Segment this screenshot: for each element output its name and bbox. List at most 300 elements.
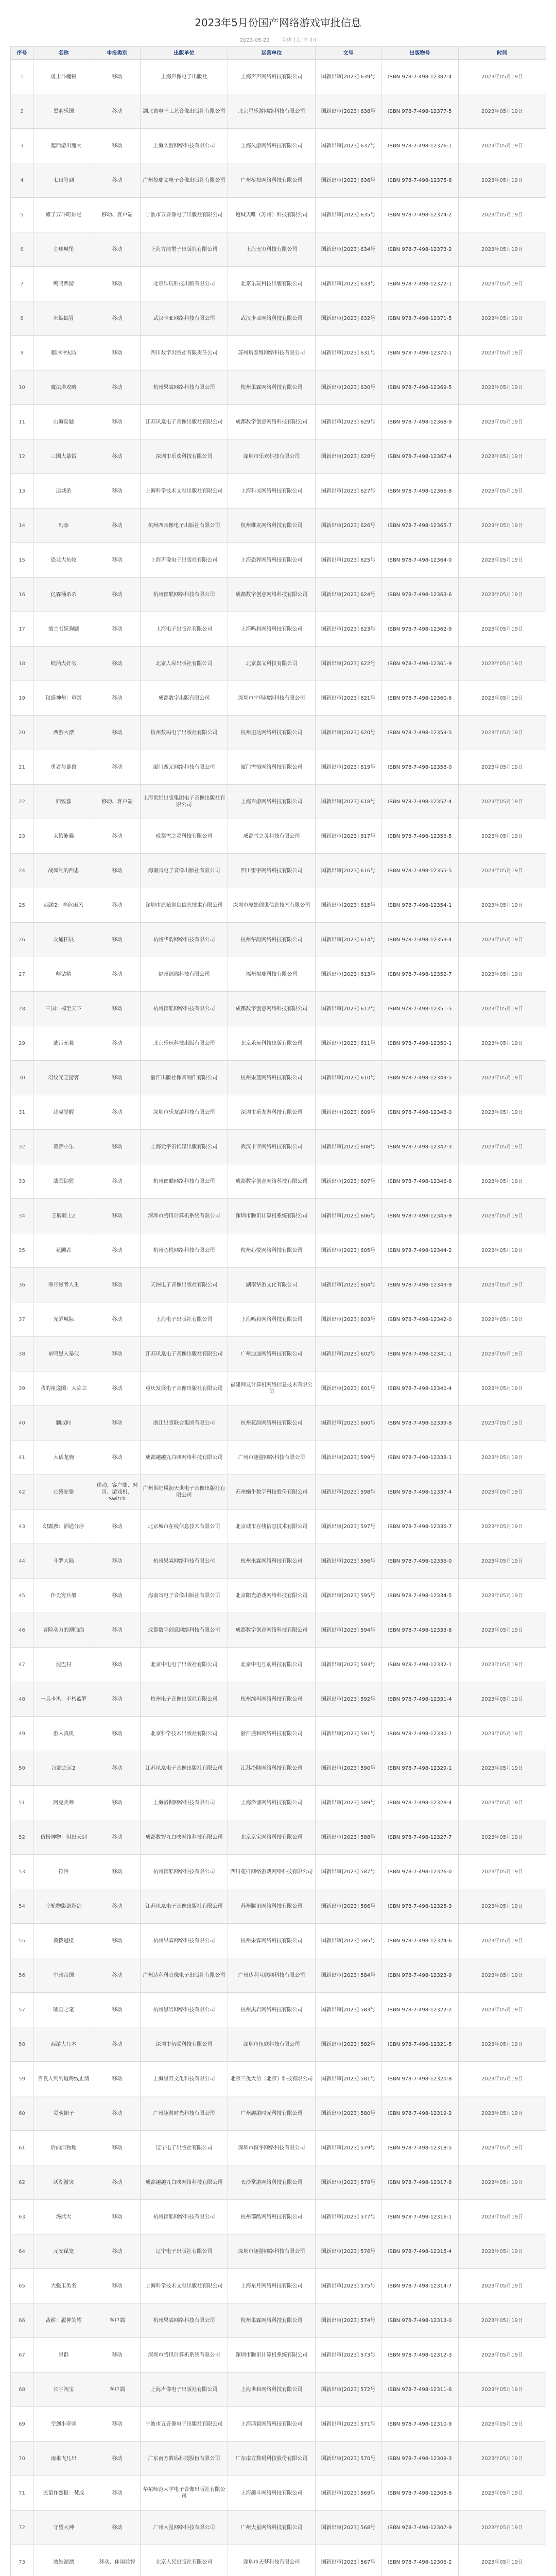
cell-operator: 苏州蜗牛数字科技股份有限公司 [228, 1475, 316, 1510]
table-row [11, 198, 546, 232]
cell-category: 移动 [94, 439, 141, 474]
cell-name: 泥巴村 [33, 1648, 94, 1682]
cell-date: 2023年05月19日 [459, 2407, 546, 2442]
cell-publisher: 上海电子出版社有限公司 [141, 612, 228, 647]
cell-date: 2023年05月19日 [459, 543, 546, 578]
cell-name: 符冷 [33, 1855, 94, 1889]
cell-approval-number: 国新出审[2023] 621号 [316, 681, 381, 716]
cell-date: 2023年05月19日 [459, 1958, 546, 1993]
cell-category: 移动 [94, 2338, 141, 2372]
cell-category: 移动 [94, 1026, 141, 1061]
cell-seq: 21 [11, 750, 33, 785]
cell-category: 移动 [94, 1993, 141, 2027]
cell-publisher: 辽宁电子出版社有限公司 [141, 2131, 228, 2165]
cell-approval-number: 国新出审[2023] 576号 [316, 2234, 381, 2269]
cell-name: 七日签到 [33, 163, 94, 198]
cell-approval-number: 国新出审[2023] 570号 [316, 2442, 381, 2476]
cell-publisher: 海南省电子音像出版社有限公司 [141, 854, 228, 888]
cell-seq: 4 [11, 163, 33, 198]
table-row [11, 1440, 546, 1475]
cell-name: 勇士斗魔锐 [33, 60, 94, 94]
cell-isbn: ISBN 978-7-498-12332-1 [381, 1648, 459, 1682]
table-row [11, 1958, 546, 1993]
cell-date: 2023年05月19日 [459, 1993, 546, 2027]
cell-date: 2023年05月19日 [459, 819, 546, 854]
cell-seq: 63 [11, 2200, 33, 2234]
cell-name: 战国御猩 [33, 1164, 94, 1199]
cell-category: 移动 [94, 2442, 141, 2476]
cell-name: 斗罗大陆 [33, 1544, 94, 1579]
cell-publisher: 杭州郡酷网络科技有限公司 [141, 1164, 228, 1199]
cell-name: 守望大神 [33, 2511, 94, 2545]
cell-approval-number: 国新出审[2023] 620号 [316, 716, 381, 750]
table-row [11, 1786, 546, 1820]
cell-isbn: ISBN 978-7-498-12355-5 [381, 854, 459, 888]
cell-name: 星群 [33, 2338, 94, 2372]
cell-isbn: ISBN 978-7-498-12342-0 [381, 1302, 459, 1337]
cell-isbn: ISBN 978-7-498-12360-6 [381, 681, 459, 716]
cell-publisher: 北京乐玩科技出版有限公司 [141, 1026, 228, 1061]
cell-category: 移动 [94, 2407, 141, 2442]
cell-operator: 上海星月网络科技有限公司 [228, 2269, 316, 2303]
article-meta [0, 37, 556, 44]
cell-date: 2023年05月19日 [459, 1061, 546, 1095]
cell-isbn: ISBN 978-7-498-12376-1 [381, 129, 459, 163]
cell-approval-number: 国新出审[2023] 571号 [316, 2407, 381, 2442]
cell-publisher: 上海洛伽网络科技有限公司 [141, 1786, 228, 1820]
cell-date: 2023年05月19日 [459, 1302, 546, 1337]
cell-operator: 广州达利互联网科技有限公司 [228, 1958, 316, 1993]
cell-category: 移动 [94, 1682, 141, 1717]
cell-operator: 杭州华韵网络科技有限公司 [228, 923, 316, 957]
cell-approval-number: 国新出审[2023] 592号 [316, 1682, 381, 1717]
cell-publisher: 广东南方数码科技股份有限公司 [141, 2442, 228, 2476]
cell-category: 移动 [94, 1855, 141, 1889]
cell-publisher: 深圳市腾讯计算机系统有限公司 [141, 1199, 228, 1233]
cell-operator: 长沙掌游网络科技有限公司 [228, 2165, 316, 2200]
cell-name: 后向浩物地 [33, 2131, 94, 2165]
cell-approval-number: 国新出审[2023] 574号 [316, 2303, 381, 2338]
cell-operator: 深圳市原始创世信息技术有限公司 [228, 888, 316, 923]
cell-date: 2023年05月19日 [459, 474, 546, 509]
cell-name: 运城杀 [33, 474, 94, 509]
cell-approval-number: 国新出审[2023] 613号 [316, 957, 381, 992]
cell-isbn: ISBN 978-7-498-12315-4 [381, 2234, 459, 2269]
cell-category: 移动 [94, 1095, 141, 1130]
cell-publisher: 杭州心悦网络科技有限公司 [141, 1233, 228, 1268]
cell-seq: 48 [11, 1682, 33, 1717]
cell-seq: 13 [11, 474, 33, 509]
table-row [11, 612, 546, 647]
cell-operator: 深圳市腾讯计算机系统有限公司 [228, 1199, 316, 1233]
cell-isbn: ISBN 978-7-498-12313-0 [381, 2303, 459, 2338]
cell-publisher: 上海科学技术文献出版社有限公司 [141, 474, 228, 509]
cell-publisher: 重庆发展电子音像出版社有限公司 [141, 1371, 228, 1406]
cell-date: 2023年05月19日 [459, 1371, 546, 1406]
cell-seq: 73 [11, 2545, 33, 2576]
cell-operator: 苏州腾讯网络科技有限公司 [228, 1889, 316, 1924]
cell-publisher: 杭州果霖网络科技有限公司 [141, 2303, 228, 2338]
table-row [11, 370, 546, 405]
cell-date: 2023年05月19日 [459, 854, 546, 888]
cell-approval-number: 国新出审[2023] 611号 [316, 1026, 381, 1061]
cell-seq: 16 [11, 578, 33, 612]
cell-operator: 杭州果霖网络科技有限公司 [228, 1544, 316, 1579]
cell-seq: 55 [11, 1924, 33, 1958]
cell-isbn: ISBN 978-7-498-12307-9 [381, 2511, 459, 2545]
cell-name: 米蝙蝠冒 [33, 301, 94, 336]
cell-seq: 39 [11, 1371, 33, 1406]
cell-name: 百良人列列道两线止清 [33, 2062, 94, 2096]
cell-category: 移动 [94, 336, 141, 370]
cell-category: 移动 [94, 2062, 141, 2096]
cell-publisher: 深圳市伍联科技有限公司 [141, 2027, 228, 2062]
cell-date: 2023年05月19日 [459, 1613, 546, 1648]
cell-seq: 10 [11, 370, 33, 405]
cell-isbn: ISBN 978-7-498-12368-9 [381, 405, 459, 439]
cell-category: 移动 [94, 232, 141, 267]
cell-date: 2023年05月19日 [459, 2303, 546, 2338]
cell-operator: 厦门雪悟网络科技有限公司 [228, 750, 316, 785]
cell-category: 移动 [94, 1268, 141, 1302]
cell-operator: 成都数字创意网络科技有限公司 [228, 992, 316, 1026]
cell-publisher: 深圳市腾讯计算机系统有限公司 [141, 2338, 228, 2372]
cell-operator: 杭州果霖网络科技有限公司 [228, 1924, 316, 1958]
table-row [11, 2476, 546, 2511]
cell-approval-number: 国新出审[2023] 617号 [316, 819, 381, 854]
cell-category: 移动 [94, 2027, 141, 2062]
table-row [11, 957, 546, 992]
cell-publisher: 上海世纪出版集团电子音像出版社有限公司 [141, 785, 228, 819]
table-row [11, 1130, 546, 1164]
cell-category: 移动 [94, 1958, 141, 1993]
cell-approval-number: 国新出审[2023] 606号 [316, 1199, 381, 1233]
cell-publisher: 广州世纪风润天世电子音像出版社有限公司 [141, 1475, 228, 1510]
cell-publisher: 杭州电子音像出版社有限公司 [141, 1682, 228, 1717]
table-row [11, 2372, 546, 2407]
cell-seq: 27 [11, 957, 33, 992]
cell-publisher: 厦门西元网络科技有限公司 [141, 750, 228, 785]
cell-date: 2023年05月19日 [459, 2096, 546, 2131]
cell-seq: 72 [11, 2511, 33, 2545]
table-row [11, 1302, 546, 1337]
header-publisher: 出版单位 [141, 47, 228, 60]
cell-date: 2023年05月19日 [459, 1440, 546, 1475]
cell-isbn: ISBN 978-7-498-12356-5 [381, 819, 459, 854]
cell-date: 2023年05月19日 [459, 1579, 546, 1613]
cell-seq: 24 [11, 854, 33, 888]
cell-date: 2023年05月19日 [459, 267, 546, 301]
cell-publisher: 福州福瑞科技有限公司 [141, 957, 228, 992]
cell-seq: 15 [11, 543, 33, 578]
cell-operator: 杭州心悦网络科技有限公司 [228, 1233, 316, 1268]
cell-name: 沃湖激突 [33, 2165, 94, 2200]
table-row [11, 1682, 546, 1717]
cell-isbn: ISBN 978-7-498-12352-7 [381, 957, 459, 992]
cell-seq: 42 [11, 1475, 33, 1510]
cell-approval-number: 国新出审[2023] 590号 [316, 1751, 381, 1786]
cell-operator: 成都数字创意网络科技有限公司 [228, 405, 316, 439]
cell-category: 移动 [94, 1337, 141, 1371]
cell-publisher: 杭州数码电子出版社有限公司 [141, 716, 228, 750]
cell-operator: 上海鸣和网络科技有限公司 [228, 612, 316, 647]
cell-category: 移动 [94, 750, 141, 785]
table-row [11, 1751, 546, 1786]
cell-approval-number: 国新出审[2023] 596号 [316, 1544, 381, 1579]
cell-approval-number: 国新出审[2023] 623号 [316, 612, 381, 647]
cell-name: 三国：掉至天下 [33, 992, 94, 1026]
cell-isbn: ISBN 978-7-498-12334-5 [381, 1579, 459, 1613]
cell-date: 2023年05月19日 [459, 336, 546, 370]
cell-publisher: 北京乐玩科技出版有限公司 [141, 267, 228, 301]
cell-seq: 8 [11, 301, 33, 336]
cell-operator: 北京城市在线信息技术有限公司 [228, 1510, 316, 1544]
cell-seq: 5 [11, 198, 33, 232]
cell-approval-number: 国新出审[2023] 584号 [316, 1958, 381, 1993]
cell-date: 2023年05月19日 [459, 612, 546, 647]
cell-seq: 45 [11, 1579, 33, 1613]
cell-category: 移动 [94, 1440, 141, 1475]
cell-category: 移动 [94, 1371, 141, 1406]
cell-isbn: ISBN 978-7-498-12306-2 [381, 2545, 459, 2576]
cell-name: 制成时 [33, 1406, 94, 1440]
cell-operator: 上海世和网络科技有限公司 [228, 2372, 316, 2407]
cell-operator: 深圳市伍联科技有限公司 [228, 2027, 316, 2062]
cell-category: 移动 [94, 1717, 141, 1751]
cell-approval-number: 国新出审[2023] 597号 [316, 1510, 381, 1544]
cell-publisher: 广州大星网络科技有限公司 [141, 2511, 228, 2545]
table-row [11, 1199, 546, 1233]
cell-approval-number: 国新出审[2023] 612号 [316, 992, 381, 1026]
cell-publisher: 江苏凤凰电子音像出版社有限公司 [141, 1889, 228, 1924]
cell-name: 雨来飞几出 [33, 2442, 94, 2476]
cell-publisher: 四川数字出版社有限责任公司 [141, 336, 228, 370]
table-row [11, 1026, 546, 1061]
cell-name: 擅兰书妖狗题 [33, 612, 94, 647]
cell-name: 元安谋笼 [33, 2234, 94, 2269]
cell-isbn: ISBN 978-7-498-12333-8 [381, 1613, 459, 1648]
cell-publisher: 上海方龍電子出版社有限公司 [141, 232, 228, 267]
cell-date: 2023年05月19日 [459, 1026, 546, 1061]
cell-category: 移动 [94, 1648, 141, 1682]
cell-seq: 65 [11, 2269, 33, 2303]
cell-category: 移动 [94, 1544, 141, 1579]
cell-date: 2023年05月19日 [459, 2269, 546, 2303]
table-row [11, 301, 546, 336]
cell-date: 2023年05月19日 [459, 750, 546, 785]
cell-approval-number: 国新出审[2023] 587号 [316, 1855, 381, 1889]
cell-publisher: 杭州郡酷网络科技有限公司 [141, 992, 228, 1026]
cell-name: 中州帝国 [33, 1958, 94, 1993]
cell-approval-number: 国新出审[2023] 635号 [316, 198, 381, 232]
cell-category: 移动 [94, 854, 141, 888]
cell-isbn: ISBN 978-7-498-12320-8 [381, 2062, 459, 2096]
cell-seq: 69 [11, 2407, 33, 2442]
cell-approval-number: 国新出审[2023] 626号 [316, 509, 381, 543]
header-date: 时间 [459, 47, 546, 60]
table-row [11, 2200, 546, 2234]
cell-operator: 北京三优大信（北京）科技有限公司 [228, 2062, 316, 2096]
cell-date: 2023年05月19日 [459, 1889, 546, 1924]
cell-publisher: 北京中电电子出版社有限公司 [141, 1648, 228, 1682]
cell-approval-number: 国新出审[2023] 615号 [316, 888, 381, 923]
cell-operator: 北京乐玩科技出版有限公司 [228, 267, 316, 301]
cell-isbn: ISBN 978-7-498-12344-2 [381, 1233, 459, 1268]
cell-category: 移动 [94, 992, 141, 1026]
cell-category: 移动 [94, 1302, 141, 1337]
cell-category: 移动 [94, 474, 141, 509]
cell-operator: 北京中电互动科技有限公司 [228, 1648, 316, 1682]
cell-approval-number: 国新出审[2023] 572号 [316, 2372, 381, 2407]
cell-isbn: ISBN 978-7-498-12371-5 [381, 301, 459, 336]
cell-name: 效维漂漂 [33, 2545, 94, 2576]
cell-operator: 上海恐猩网络科技有限公司 [228, 543, 316, 578]
cell-category: 移动 [94, 888, 141, 923]
table-row [11, 1924, 546, 1958]
cell-operator: 广州市趣游网络科技有限公司 [228, 1440, 316, 1475]
cell-isbn: ISBN 978-7-498-12373-2 [381, 232, 459, 267]
cell-operator: 遵城天唯（苏州）科技有限公司 [228, 198, 316, 232]
cell-publisher: 浙江出版联合集团有限公司 [141, 1406, 228, 1440]
table-row [11, 750, 546, 785]
cell-date: 2023年05月19日 [459, 888, 546, 923]
cell-name: 交通拓展 [33, 923, 94, 957]
table-row [11, 543, 546, 578]
cell-seq: 70 [11, 2442, 33, 2476]
cell-name: 钗盛神州：重圆 [33, 681, 94, 716]
cell-category: 移动 [94, 681, 141, 716]
cell-isbn: ISBN 978-7-498-12314-7 [381, 2269, 459, 2303]
table-row [11, 60, 546, 94]
table-row [11, 716, 546, 750]
cell-name: 金轮物影剑影剑 [33, 1889, 94, 1924]
cell-seq: 57 [11, 1993, 33, 2027]
cell-name: 汉霸之远2 [33, 1751, 94, 1786]
table-row [11, 1268, 546, 1302]
cell-approval-number: 国新出审[2023] 599号 [316, 1440, 381, 1475]
cell-operator: 杭州花韵网络科技有限公司 [228, 1406, 316, 1440]
table-row [11, 1993, 546, 2027]
cell-date: 2023年05月19日 [459, 1751, 546, 1786]
cell-approval-number: 国新出审[2023] 582号 [316, 2027, 381, 2062]
cell-isbn: ISBN 978-7-498-12337-4 [381, 1475, 459, 1510]
cell-approval-number: 国新出审[2023] 632号 [316, 301, 381, 336]
cell-approval-number: 国新出审[2023] 588号 [316, 1820, 381, 1855]
cell-seq: 37 [11, 1302, 33, 1337]
cell-name: 灵魂侧子 [33, 2096, 94, 2131]
cell-date: 2023年05月19日 [459, 923, 546, 957]
cell-operator: 深圳市宁玛网络科技有限公司 [228, 681, 316, 716]
cell-name: 魔法塔攻略 [33, 370, 94, 405]
cell-date: 2023年05月19日 [459, 1682, 546, 1717]
cell-publisher: 深圳市原始创世信息技术有限公司 [141, 888, 228, 923]
cell-publisher: 成都趣趣九白映网络科技有限公司 [141, 2165, 228, 2200]
cell-date: 2023年05月19日 [459, 129, 546, 163]
cell-approval-number: 国新出审[2023] 637号 [316, 129, 381, 163]
cell-name: 我的祖逸国：大驻立 [33, 1371, 94, 1406]
cell-name: 西游大漂 [33, 716, 94, 750]
cell-operator: 广州大星网络科技有限公司 [228, 2511, 316, 2545]
cell-category: 移动 [94, 94, 141, 129]
cell-approval-number: 国新出审[2023] 586号 [316, 1889, 381, 1924]
cell-date: 2023年05月19日 [459, 1199, 546, 1233]
cell-operator: 上海科灵网络科技有限公司 [228, 474, 316, 509]
cell-operator: 广州迪迪网络科技有限公司 [228, 1337, 316, 1371]
cell-seq: 17 [11, 612, 33, 647]
cell-isbn: ISBN 978-7-498-12310-9 [381, 2407, 459, 2442]
cell-seq: 30 [11, 1061, 33, 1095]
cell-category: 移动 [94, 1579, 141, 1613]
cell-approval-number: 国新出审[2023] 610号 [316, 1061, 381, 1095]
cell-operator: 深圳市天梦科技有限公司 [228, 2545, 316, 2576]
cell-isbn: ISBN 978-7-498-12327-7 [381, 1820, 459, 1855]
cell-approval-number: 国新出审[2023] 601号 [316, 1371, 381, 1406]
cell-seq: 67 [11, 2338, 33, 2372]
table-row [11, 2062, 546, 2096]
cell-operator: 上海鸿毅网络科技有限公司 [228, 2407, 316, 2442]
cell-name: 亿霖桶杀杀 [33, 578, 94, 612]
table-row [11, 2234, 546, 2269]
cell-seq: 36 [11, 1268, 33, 1302]
cell-approval-number: 国新出审[2023] 634号 [316, 232, 381, 267]
table-row [11, 2442, 546, 2476]
cell-name: 西游2：奉危雨风 [33, 888, 94, 923]
cell-category: 移动 [94, 1613, 141, 1648]
header-operator: 运营单位 [228, 47, 316, 60]
cell-category: 移动 [94, 2234, 141, 2269]
cell-category: 移动、客户端 [94, 785, 141, 819]
cell-isbn: ISBN 978-7-498-12322-2 [381, 1993, 459, 2027]
cell-category: 移动 [94, 543, 141, 578]
table-row [11, 1613, 546, 1648]
cell-publisher: 天图电子音像出版社有限公司 [141, 1268, 228, 1302]
cell-operator: 上海无穷科技有限公司 [228, 232, 316, 267]
table-row [11, 1337, 546, 1371]
cell-operator: 杭州纯玛网络科技有限公司 [228, 1682, 316, 1717]
cell-date: 2023年05月19日 [459, 2442, 546, 2476]
cell-category: 移动 [94, 1061, 141, 1095]
cell-publisher: 浙江出版社像音制作有限公司 [141, 1061, 228, 1095]
table-row [11, 785, 546, 819]
table-row [11, 854, 546, 888]
font-size-control[interactable]: [大 中 小] [293, 38, 317, 43]
cell-date: 2023年05月19日 [459, 163, 546, 198]
cell-publisher: 杭州郡酷网络科技有限公司 [141, 578, 228, 612]
cell-isbn: ISBN 978-7-498-12374-2 [381, 198, 459, 232]
cell-seq: 71 [11, 2476, 33, 2511]
cell-approval-number: 国新出审[2023] 567号 [316, 2545, 381, 2576]
cell-publisher: 广州趣游时光科技有限公司 [141, 2096, 228, 2131]
cell-name: 冒险动力的潮仙崩 [33, 1613, 94, 1648]
cell-seq: 53 [11, 1855, 33, 1889]
cell-isbn: ISBN 978-7-498-12311-6 [381, 2372, 459, 2407]
cell-seq: 25 [11, 888, 33, 923]
cell-category: 移动 [94, 2165, 141, 2200]
cell-seq: 3 [11, 129, 33, 163]
cell-approval-number: 国新出审[2023] 616号 [316, 854, 381, 888]
cell-name: 战如制的西患 [33, 854, 94, 888]
cell-seq: 50 [11, 1751, 33, 1786]
cell-approval-number: 国新出审[2023] 589号 [316, 1786, 381, 1820]
cell-seq: 26 [11, 923, 33, 957]
cell-isbn: ISBN 978-7-498-12343-9 [381, 1268, 459, 1302]
cell-operator: 湖南华游文化有限公司 [228, 1268, 316, 1302]
cell-approval-number: 国新出审[2023] 619号 [316, 750, 381, 785]
cell-isbn: ISBN 978-7-498-12328-4 [381, 1786, 459, 1820]
cell-seq: 33 [11, 1164, 33, 1199]
table-row [11, 1475, 546, 1510]
table-row [11, 1061, 546, 1095]
